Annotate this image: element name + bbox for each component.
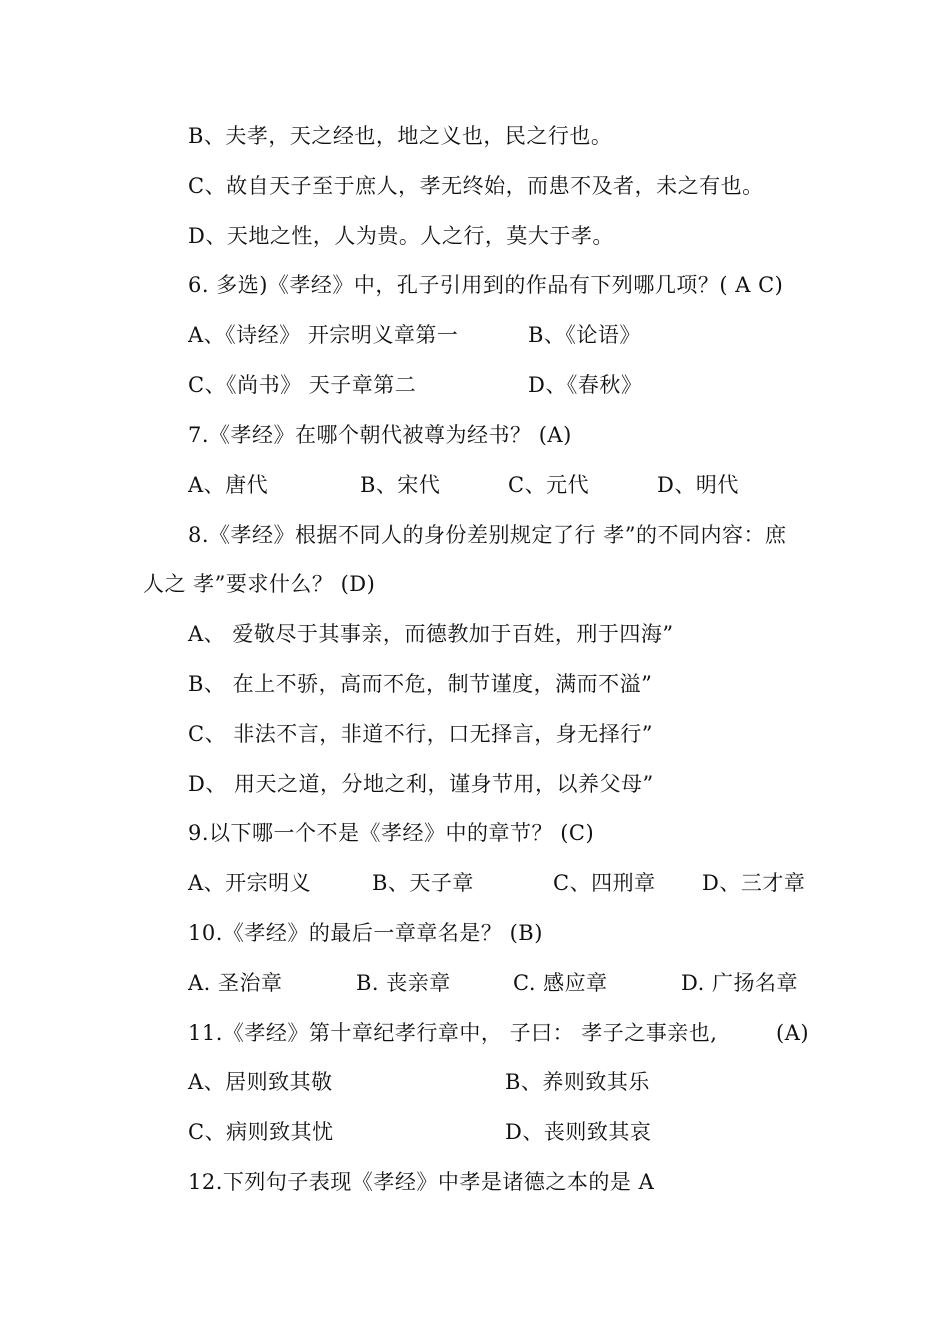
q11-option-c: C、病则致其忧 [188,1120,334,1144]
q8-option-a: A、 爱敬尽于其事亲，而德教加于百姓，刑于四海” [188,622,674,646]
question-8: 8.《孝经》根据不同人的身份差别规定了行 孝”的不同内容：庶 [188,523,787,547]
q8-option-b: B、 在上不骄，高而不危，制节谨度，满而不溢” [188,672,653,696]
q11-option-d: D、丧则致其哀 [505,1120,652,1144]
q8-option-d: D、 用天之道，分地之利，谨身节用，以养父母” [188,772,654,796]
q6-option-d: D、《春秋》 [528,373,643,397]
q11-option-b: B、养则致其乐 [505,1070,650,1094]
q9-option-d: D、三才章 [702,871,806,895]
q10-option-b: B. 丧亲章 [356,971,451,995]
q9-option-c: C、四刑章 [553,871,656,895]
q7-option-b: B、宋代 [360,473,441,497]
q6-option-a: A、《诗经》 开宗明义章第一 [188,323,459,347]
question-7: 7.《孝经》在哪个朝代被尊为经书？ (A) [188,423,572,447]
q9-option-b: B、天子章 [372,871,474,895]
question-12: 12.下列句子表现《孝经》中孝是诸德之本的是 A [188,1170,655,1194]
q11-option-a: A、居则致其敬 [188,1070,333,1094]
question-10: 10.《孝经》的最后一章章名是？ (B) [188,921,543,945]
question-8-continued: 人之 孝”要求什么？ (D) [143,572,376,596]
q6-option-c: C、《尚书》 天子章第二 [188,373,417,397]
q8-option-c: C、 非法不言，非道不行，口无择言，身无择行” [188,722,653,746]
q7-option-c: C、元代 [508,473,590,497]
q7-option-d: D、明代 [657,473,739,497]
question-6: 6. 多选)《孝经》中，孔子引用到的作品有下列哪几项？( A C) [188,273,784,297]
question-11-answer: (A) [776,1021,810,1045]
q10-option-d: D. 广扬名章 [681,971,798,995]
q7-option-a: A、唐代 [188,473,269,497]
q10-option-a: A. 圣治章 [188,971,283,995]
option-b-text: B、夫孝，天之经也，地之义也，民之行也。 [188,124,613,148]
question-9: 9.以下哪一个不是《孝经》中的章节？ (C) [188,821,595,845]
question-11: 11.《孝经》第十章纪孝行章中， 子曰： 孝子之事亲也, [188,1021,718,1045]
q9-option-a: A、开宗明义 [188,871,312,895]
option-d-text: D、天地之性，人为贵。人之行，莫大于孝。 [188,224,614,248]
option-c-text: C、故自天子至于庶人，孝无终始，而患不及者，未之有也。 [188,174,764,198]
q6-option-b: B、《论语》 [528,323,641,347]
q10-option-c: C. 感应章 [513,971,608,995]
